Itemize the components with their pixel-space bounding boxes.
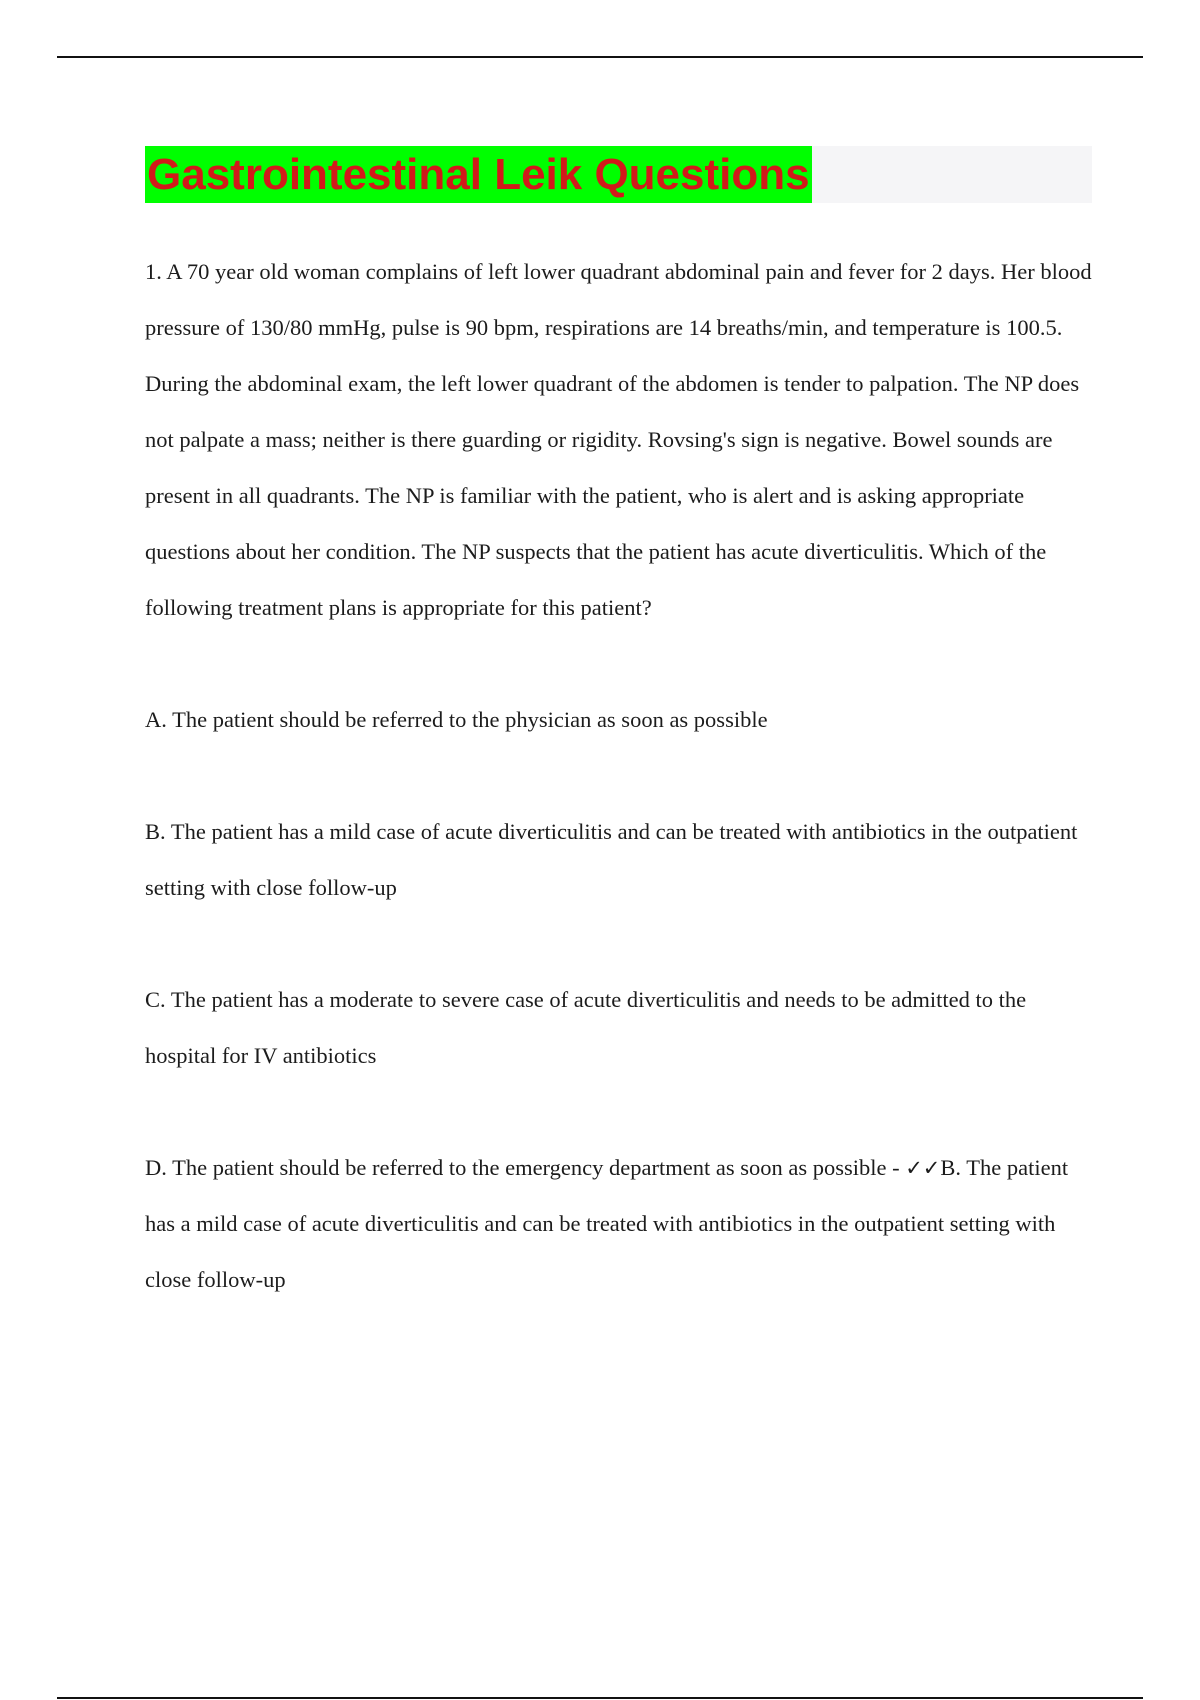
top-divider (57, 56, 1143, 58)
option-d-with-answer (145, 1140, 1095, 1308)
option-c: C. The patient has a moderate to severe case of acute diverticulitis and needs to be admitted to the hospital for IV antibiotics (145, 987, 1027, 1068)
bottom-divider (57, 1697, 1143, 1699)
option-a: A. The patient should be referred to the physician as soon as possible (145, 707, 768, 732)
spacer (145, 748, 1095, 804)
spacer (145, 636, 1095, 692)
question-block (145, 244, 1095, 1308)
spacer (145, 916, 1095, 972)
option-b: B. The patient has a mild case of acute diverticulitis and can be treated with antibiotics in the outpatient setting with close follow-up (145, 819, 1078, 900)
option-d: D. The patient should be referred to the emergency department as soon as possible - (145, 1155, 906, 1180)
answer-text: B. The patient has a mild case of acute diverticulitis and can be treated with antibiotics in the outpatient setting with close follow-up (145, 1155, 1069, 1292)
spacer (145, 1084, 1095, 1140)
check-mark-icon: ✓✓ (905, 1156, 941, 1180)
document-title: Gastrointestinal Leik Questions (145, 146, 812, 203)
question-text: 1. A 70 year old woman complains of left lower quadrant abdominal pain and fever for 2 days. Her blood pressure of 130/80 mmHg, pulse is 90 bpm, respirations are 14 breaths/min, and temperature is 100.5. During the abdominal exam, the left lower quadrant of the abdomen is tender to palpation. The NP does not palpate a mass; neither is there guarding or rigidity. Rovsing's sign is negative. Bowel sounds are present in all quadrants. The NP is familiar with the patient, who is alert and is asking appropriate questions about her condition. The NP suspects that the patient has acute diverticulitis. Which of the following treatment plans is appropriate for this patient? (145, 259, 1092, 620)
